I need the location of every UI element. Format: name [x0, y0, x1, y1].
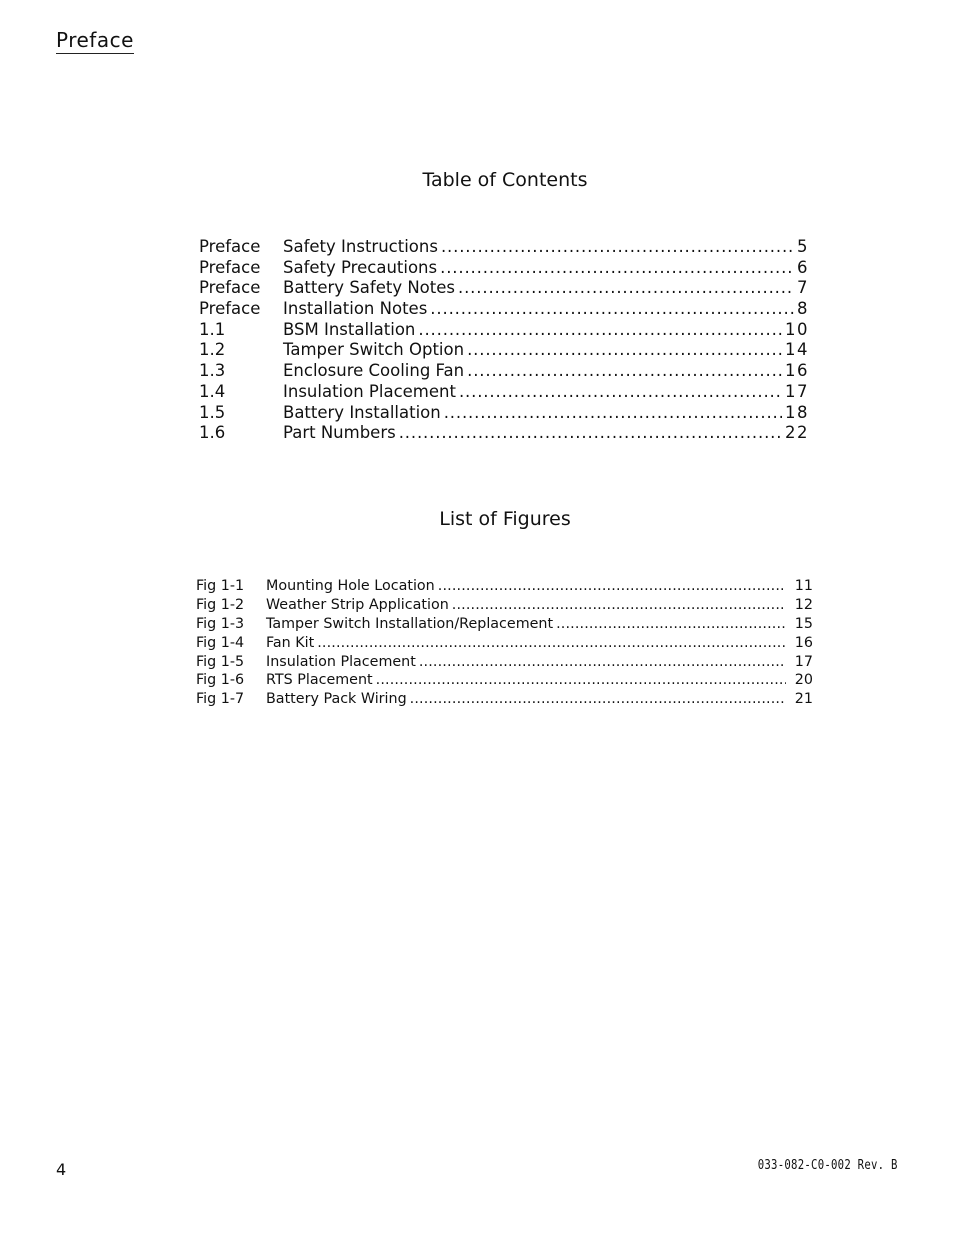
toc-entry-number: 1.6	[199, 423, 226, 443]
toc-entry-title: Insulation Placement	[283, 381, 456, 401]
page-number: 4	[56, 1160, 67, 1179]
toc-entry-page: 5	[797, 237, 809, 256]
toc-entry-number: 1.5	[199, 402, 226, 422]
toc-entry-number: 1.1	[199, 319, 226, 339]
figures-heading: List of Figures	[439, 508, 571, 530]
document-id: 033-082-C0-002 Rev. B	[758, 1158, 898, 1173]
figure-entry-number: Fig 1-7	[196, 691, 245, 708]
toc-entry-number: Preface	[199, 299, 261, 319]
toc-entry-number: Preface	[199, 257, 261, 277]
table-of-contents	[199, 237, 809, 444]
toc-entry-page: 17	[785, 381, 809, 401]
list-of-figures	[196, 577, 813, 709]
figure-entry-page: 20	[794, 672, 813, 689]
toc-entry-number: 1.3	[199, 361, 226, 381]
figure-entry-title: Insulation Placement	[266, 653, 416, 670]
toc-entry[interactable]	[199, 299, 809, 320]
figure-entry-page: 11	[794, 578, 813, 594]
toc-entry[interactable]	[199, 361, 809, 382]
figure-entry-page: 15	[794, 615, 813, 632]
figure-entry[interactable]	[196, 634, 813, 653]
toc-entry-number: Preface	[199, 278, 261, 298]
toc-entry-page: 22	[785, 423, 809, 443]
toc-entry[interactable]	[199, 423, 809, 444]
figure-entry-number: Fig 1-6	[196, 672, 245, 689]
figure-entry-page: 21	[794, 691, 813, 708]
toc-entry-title: Enclosure Cooling Fan	[283, 361, 465, 381]
dot-leader	[467, 340, 782, 361]
dot-leader	[459, 382, 782, 403]
dot-leader	[458, 278, 794, 299]
toc-heading: Table of Contents	[422, 169, 588, 191]
figure-entry[interactable]	[196, 596, 813, 615]
dot-leader	[452, 596, 786, 615]
figure-entry[interactable]	[196, 577, 813, 596]
toc-entry-title: Battery Installation	[283, 402, 441, 422]
toc-entry-page: 6	[797, 257, 809, 277]
figure-entry-title: RTS Placement	[266, 672, 373, 689]
dot-leader	[467, 361, 782, 382]
figure-entry[interactable]	[196, 653, 813, 672]
toc-entry-title: Safety Precautions	[283, 257, 438, 277]
figure-entry-title: Weather Strip Application	[266, 596, 449, 613]
toc-entry[interactable]	[199, 403, 809, 424]
toc-entry-title: Installation Notes	[283, 299, 428, 319]
toc-entry-number: 1.4	[199, 381, 226, 401]
toc-entry[interactable]	[199, 340, 809, 361]
figure-entry-title: Battery Pack Wiring	[266, 691, 407, 708]
toc-entry-page: 16	[785, 361, 809, 381]
figure-entry-page: 12	[794, 596, 813, 613]
figure-entry-number: Fig 1-1	[196, 578, 245, 594]
toc-entry[interactable]	[199, 258, 809, 279]
toc-entry-number: 1.2	[199, 340, 226, 360]
toc-entry-title: BSM Installation	[283, 319, 416, 339]
toc-entry-page: 14	[785, 340, 809, 360]
dot-leader	[410, 690, 786, 709]
toc-entry-title: Tamper Switch Option	[283, 340, 465, 360]
toc-entry-page: 18	[785, 402, 809, 422]
dot-leader	[430, 299, 794, 320]
dot-leader	[556, 615, 786, 634]
figure-entry-title: Mounting Hole Location	[266, 578, 435, 594]
figure-entry-number: Fig 1-5	[196, 653, 245, 670]
toc-entry-title: Part Numbers	[283, 423, 396, 443]
toc-entry[interactable]	[199, 382, 809, 403]
dot-leader	[399, 423, 782, 444]
toc-entry-page: 8	[797, 299, 809, 319]
toc-entry-title: Battery Safety Notes	[283, 278, 455, 298]
toc-entry-page: 10	[785, 319, 809, 339]
dot-leader	[376, 671, 786, 690]
dot-leader	[444, 403, 782, 424]
figure-entry-page: 16	[794, 634, 813, 651]
dot-leader	[438, 577, 786, 596]
figure-entry-number: Fig 1-4	[196, 634, 245, 651]
toc-entry-title: Safety Instructions	[283, 237, 438, 256]
dot-leader	[418, 320, 782, 341]
figure-entry[interactable]	[196, 671, 813, 690]
toc-entry[interactable]	[199, 237, 809, 258]
figure-entry-number: Fig 1-3	[196, 615, 245, 632]
section-title: Preface	[56, 28, 134, 52]
toc-entry-number: Preface	[199, 237, 261, 256]
figure-entry-page: 17	[794, 653, 813, 670]
figure-entry-number: Fig 1-2	[196, 596, 245, 613]
dot-leader	[440, 258, 794, 279]
figure-entry-title: Fan Kit	[266, 634, 315, 651]
toc-entry[interactable]	[199, 278, 809, 299]
dot-leader	[441, 237, 794, 258]
dot-leader	[419, 653, 786, 672]
figure-entry[interactable]	[196, 615, 813, 634]
toc-entry[interactable]	[199, 320, 809, 341]
dot-leader	[317, 634, 786, 653]
figure-entry[interactable]	[196, 690, 813, 709]
figure-entry-title: Tamper Switch Installation/Replacement	[266, 615, 554, 632]
toc-entry-page: 7	[797, 278, 809, 298]
